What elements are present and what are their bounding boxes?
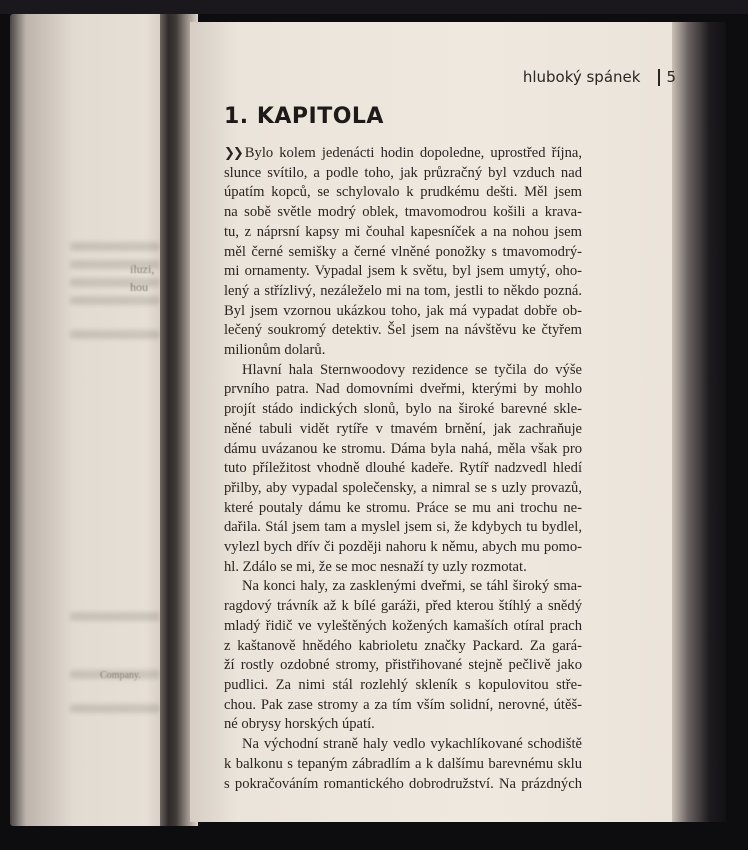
page-edge-shadow [672, 22, 726, 822]
left-page-ghost-word: iluzi, [130, 262, 155, 276]
text-line: které poutaly dámu ke stromu. Práce se mu ani trochu ne- [224, 499, 582, 516]
bleed-through-text [70, 330, 160, 339]
scanner-frame [0, 0, 748, 14]
bleed-through-text [70, 704, 160, 713]
double-chevron-right-icon: ❯❯ [224, 146, 242, 161]
bleed-through-text [70, 296, 160, 305]
bleed-through-text [70, 242, 160, 251]
text-line: měl černé semišky a černé vlněné ponožky s tmavomodrý- [224, 243, 582, 260]
text-line: Hlavní hala Sternwoodovy rezidence se tyčila do výše [242, 361, 582, 378]
text-line: přilby, aby vypadal společensky, a nimral se s uzly provazů, [224, 479, 582, 496]
left-page [10, 14, 170, 826]
text-line: hl. Zdálo se mi, že se moc nesnaží ty uzly rozmotat. [224, 558, 527, 575]
text-line: s pokračováním romantického dobrodružství. Na prázdných [224, 775, 582, 792]
text-line: tuto příležitost vhodně dlouhé kadeře. Rytíř nadzvedl hledí [224, 460, 582, 477]
text-line: Na konci haly, za zasklenými dveřmi, se táhl široký sma- [242, 578, 582, 595]
text-line: milionům dolarů. [224, 342, 326, 359]
text-line: né obrysy horských úpatí. [224, 716, 375, 733]
text-line: mladý řidič ve vyleštěných kožených kamaších otíral prach [224, 617, 582, 634]
text-line: dámu uvázanou ke stromu. Dáma byla nahá, měla však pro [224, 440, 582, 457]
text-line: chou. Pak zase stromy a za tím vším solidní, nerovné, útěš- [224, 696, 582, 713]
text-line: slunce svítilo, a podle toho, jak průzračný byl vzduch nad [224, 164, 582, 181]
text-line: tu, z náprsní kapsy mi čouhal kapesníček a na nohou jsem [224, 223, 582, 240]
running-header [523, 68, 676, 86]
text-line: dařila. Stál jsem tam a myslel jsem si, že kdybych tu bydlel, [224, 519, 582, 536]
page-number: 5 [666, 68, 676, 86]
chapter-body-text [224, 144, 582, 794]
text-line: prvního patra. Nad domovními dveřmi, kterými by mohlo [224, 381, 582, 398]
text-line: něné tabuli vidět rytíře v tmavém brnění, jak zachraňuje [224, 420, 582, 437]
chapter-title: 1. KAPITOLA [224, 104, 384, 129]
left-page-ghost-word: Company. [100, 670, 141, 681]
text-line: k balkonu s tepaným zábradlím a k dalšímu barevnému sklu [224, 755, 582, 772]
text-line: lečený soukromý detektiv. Šel jsem na návštěvu ke čtyřem [224, 322, 582, 339]
text-line: Na východní straně haly vedlo vykachlíkované schodiště [242, 736, 582, 753]
text-line: projít stádo indických slonů, bylo na široké barevné skle- [224, 401, 582, 418]
bleed-through-text [70, 612, 160, 621]
text-line: ragdový trávník až k bílé garáži, před kterou štíhlý a snědý [224, 598, 582, 615]
left-page-ghost-word: hou [130, 280, 148, 294]
text-line: vylezl bych dřív či později nahoru k němu, abych mu pomo- [224, 539, 582, 556]
text-line: z kaštanově hnědého kabrioletu značky Packard. Za gará- [224, 637, 582, 654]
text-line: mi ornamenty. Vypadal jsem k světu, byl jsem umytý, oho- [224, 263, 582, 280]
text-line: Byl jsem vzornou ukázkou toho, jak má vypadat dobře ob- [224, 302, 582, 319]
header-separator [658, 69, 660, 86]
text-line: ❯❯ Bylo kolem jedenácti hodin dopoledne, uprostřed října, [224, 145, 582, 161]
text-line: ží rostly ozdobné stromy, přistřihované stejně pečlivě jako [224, 657, 582, 674]
text-line: na sobě světle modrý oblek, tmavomodrou košili a krava- [224, 204, 582, 221]
text-line: úpatím kopců, se schylovalo k prudkému dešti. Měl jsem [224, 184, 582, 201]
text-line: lený a střízlivý, nezáleželo mi na tom, jestli to někdo pozná. [224, 282, 582, 299]
text-line: pudlici. Za nimi stál rozlehlý skleník s kopulovitou stře- [224, 676, 582, 693]
running-title: hluboký spánek [522, 68, 641, 86]
